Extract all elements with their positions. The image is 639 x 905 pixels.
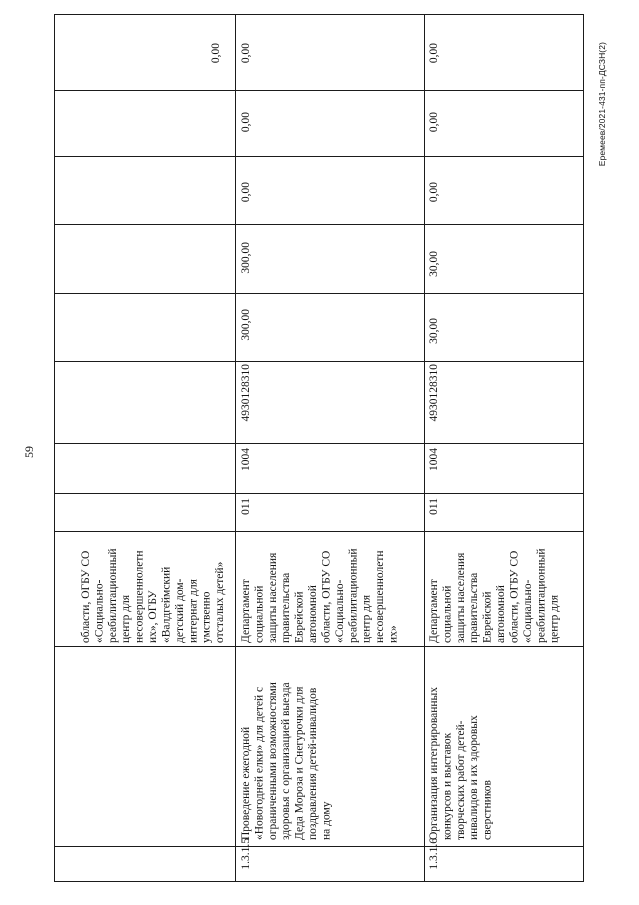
- row-1-value-1: 300,00: [240, 309, 252, 341]
- row-0-executor: области, ОГБУ СО «Социально- реабилитационный центр для несовершеннолетн их», ОГБУ «Валдгеймский детский дом- интернат для умственно отсталых детей»: [80, 548, 227, 643]
- row-1-id: 1.3.1.5: [240, 838, 252, 870]
- row-1-rzpr: 1004: [240, 448, 252, 471]
- row-2-value-4: 0,00: [428, 112, 440, 133]
- document-code: Еремеев/2021-431-пп-ДСЗН(2): [597, 42, 607, 167]
- row-2-value-2: 30,00: [428, 251, 440, 277]
- row-1-name: Проведение ежегодной «Новогодней елки» для детей с ограниченными возможностями здоровья с организацией выезда Деда Мороза и Снегурочки для поздравления детей-инвалидов на дому: [240, 682, 333, 840]
- row-2-executor: Департамент социальной защиты населения правительства Еврейской автономной области, ОГБУ СО «Социально- реабилитационный центр для: [428, 548, 561, 643]
- page-number: 59: [22, 446, 36, 458]
- row-1-value-2: 300,00: [240, 242, 252, 274]
- row-2-value-5: 0,00: [428, 43, 440, 64]
- row-2-value-1: 30,00: [428, 318, 440, 344]
- row-2-name: Организация интегрированных конкурсов и выставок творческих работ детей- инвалидов и их здоровых сверстников: [428, 686, 494, 840]
- row-2-rzpr: 1004: [428, 448, 440, 471]
- row-2-grbs: 011: [428, 498, 440, 515]
- row-1-value-5: 0,00: [240, 43, 252, 64]
- row-1-value-4: 0,00: [240, 112, 252, 133]
- row-2-value-3: 0,00: [428, 182, 440, 203]
- row-1-csr: 4930128310: [240, 364, 252, 422]
- row-0-value-5: 0,00: [210, 43, 222, 64]
- row-2-csr: 4930128310: [428, 364, 440, 422]
- row-1-grbs: 011: [240, 498, 252, 515]
- row-2-id: 1.3.1.6: [428, 838, 440, 870]
- row-1-executor: Департамент социальной защиты населения правительства Еврейской автономной области, ОГБУ СО «Социально- реабилитационный центр для несовершеннолетн их»: [240, 548, 400, 643]
- row-1-value-3: 0,00: [240, 182, 252, 203]
